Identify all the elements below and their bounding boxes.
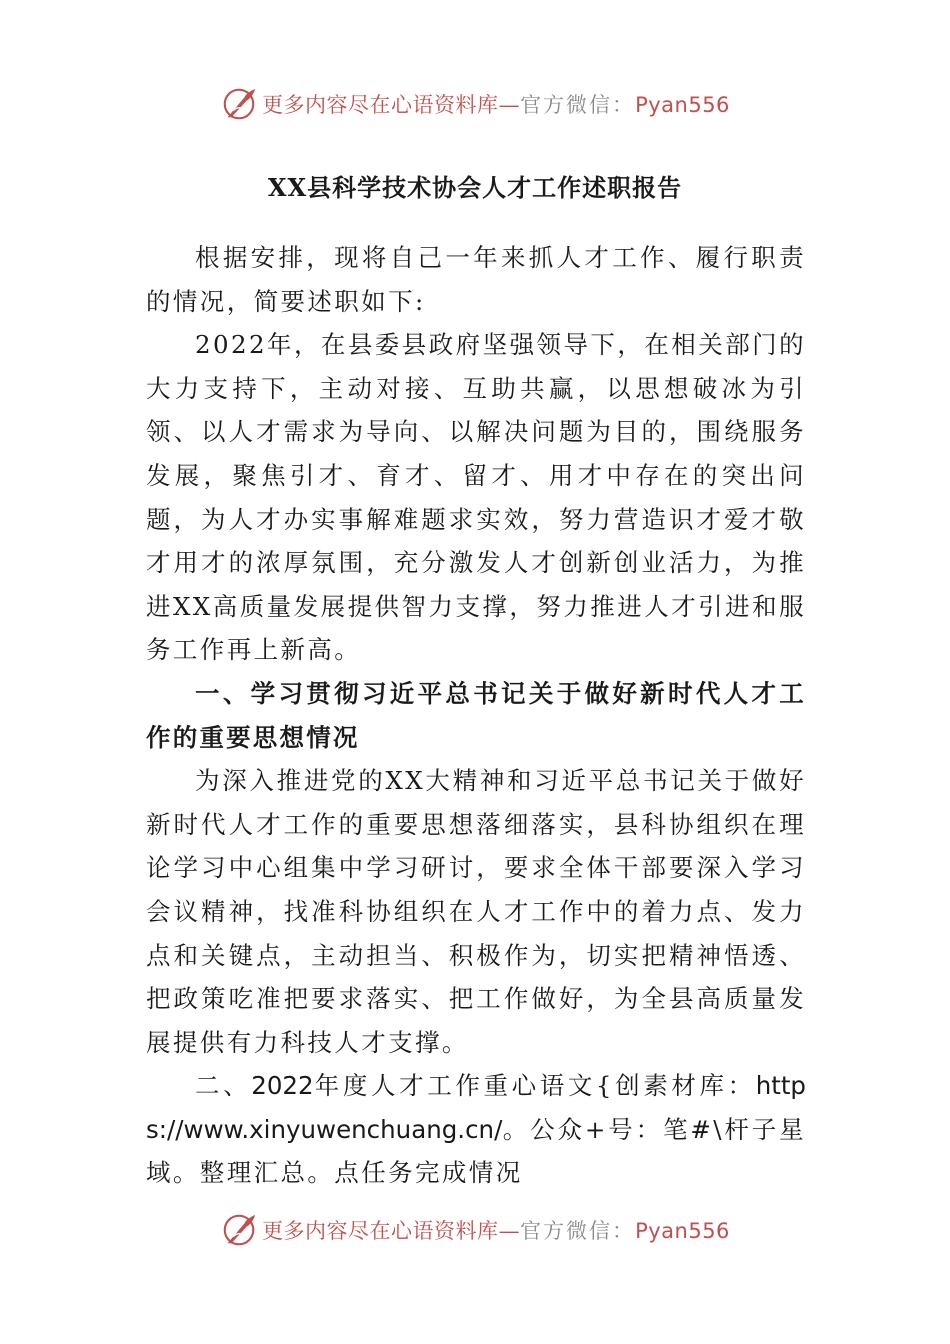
banner-site-name: 更多内容尽在心语资料库 xyxy=(262,1219,499,1243)
paragraph-section-2 xyxy=(146,1064,806,1195)
banner-site-name: 更多内容尽在心语资料库 xyxy=(262,93,499,117)
paragraph-intro: 根据安排，现将自己一年来抓人才工作、履行职责的情况，简要述职如下: xyxy=(146,243,806,316)
section-2-number: 二、 xyxy=(195,1071,252,1101)
banner-wechat-id: Pyan556 xyxy=(635,93,730,117)
banner-dash: — xyxy=(498,93,521,117)
paragraph-study: 为深入推进党的XX大精神和习近平总书记关于做好新时代人才工作的重要思想落细落实，县科协组织在理论学习中心组集中学习研讨，要求全体干部要深入学习会议精神，找准科协组织在人才工作中的着力点、发力点和关键点，主动担当、积极作为，切实把精神悟透、把政策吃准把要求落实、把工作做好，为全县高质量发展提供有力科技人才支撑。 xyxy=(146,766,806,1057)
section-2-year: 2022 xyxy=(251,1071,314,1101)
header-banner xyxy=(0,82,950,126)
banner-text xyxy=(262,89,730,119)
banner-official-label: 官方微信： xyxy=(520,1219,636,1243)
banner-dash: — xyxy=(498,1219,521,1243)
document-body xyxy=(146,236,806,1195)
section-2-text: 年度人才工作重心语文{创素材库： xyxy=(313,1071,756,1101)
banner-text xyxy=(262,1215,730,1245)
document-title: XX县科学技术协会人才工作述职报告 xyxy=(267,173,683,202)
footer-banner xyxy=(0,1208,950,1252)
quill-logo-icon xyxy=(220,85,258,123)
section-2-tail: 。公众+号：笔#\杆子星域。整理汇总。点任务完成情况 xyxy=(146,1114,806,1188)
section-2-url: https://www.xinyuwenchuang.cn/ xyxy=(146,1071,806,1144)
section-heading-1: 一、学习贯彻习近平总书记关于做好新时代人才工作的重要思想情况 xyxy=(146,678,806,752)
paragraph-summary: 2022年，在县委县政府坚强领导下，在相关部门的大力支持下，主动对接、互助共赢，以思想破冰为引领、以人才需求为导向、以解决问题为目的，围绕服务发展，聚焦引才、育才、留才、用才中存在的突出问题，为人才办实事解难题求实效，努力营造识才爱才敬才用才的浓厚氛围，充分激发人才创新创业活力，为推进XX高质量发展提供智力支撑，努力推进人才引进和服务工作再上新高。 xyxy=(146,330,806,665)
banner-official-label: 官方微信： xyxy=(520,93,636,117)
banner-wechat-id: Pyan556 xyxy=(635,1219,730,1243)
quill-logo-icon xyxy=(220,1211,258,1249)
